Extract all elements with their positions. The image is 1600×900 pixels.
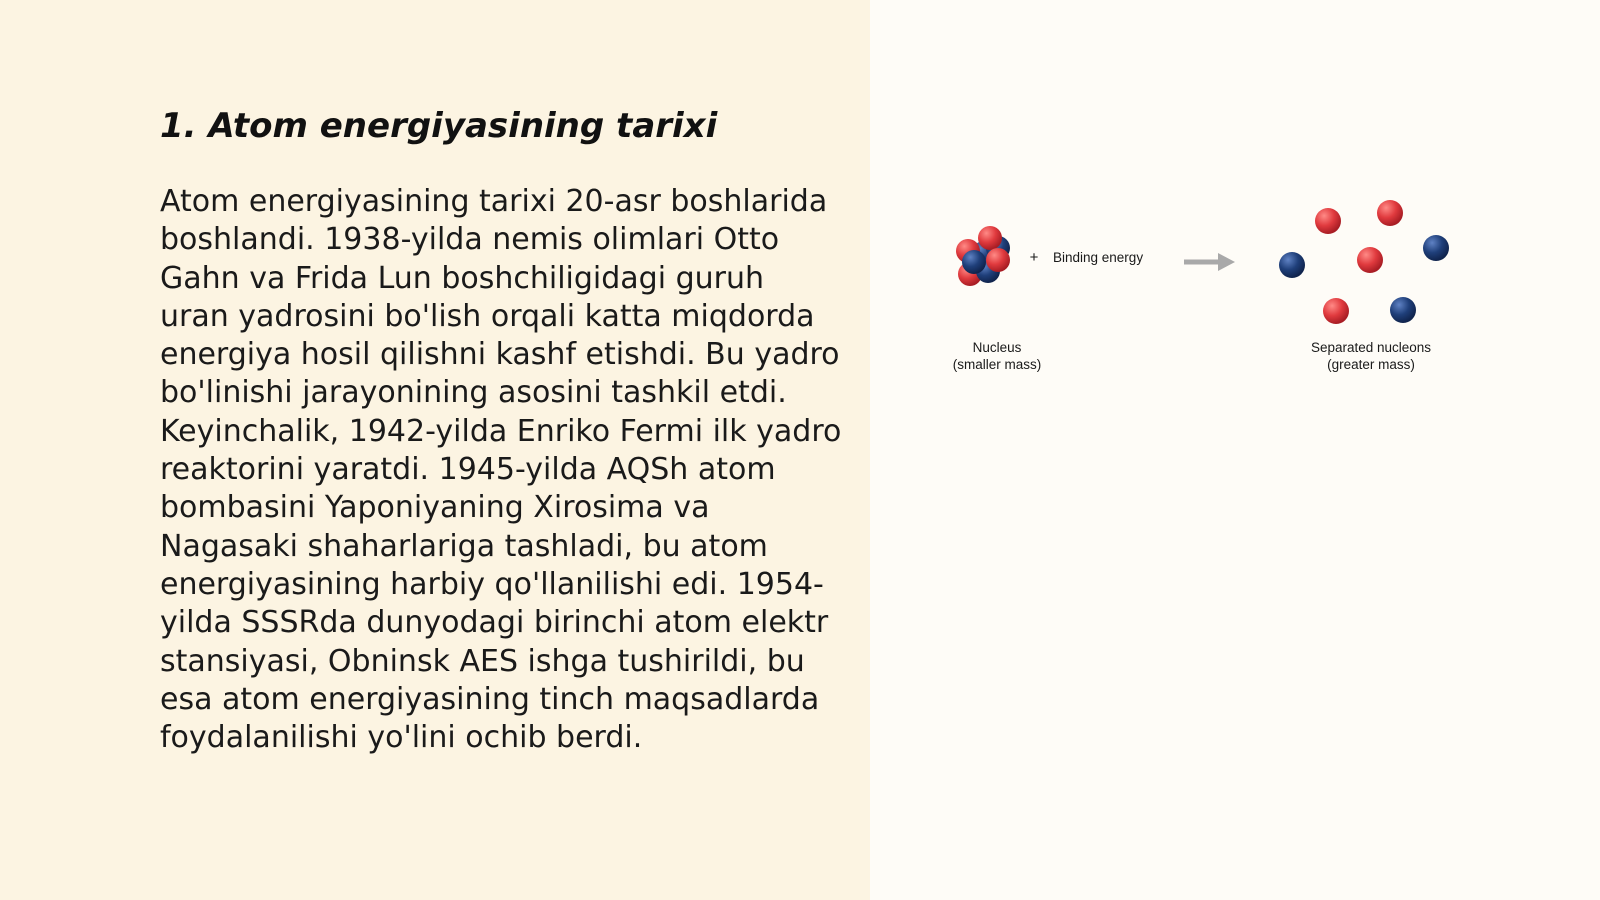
body-line: foydalanilishi yo'lini ochib berdi. [160,720,643,756]
binding-energy-diagram [930,190,1470,390]
body-line: yilda SSSRda dunyodagi birinchi atom elektr [160,605,829,641]
body-line: reaktorini yaratdi. 1945-yilda AQSh atom [160,452,776,488]
separated-nucleons-sublabel: (greater mass) [1327,357,1415,372]
body-line: bombasini Yaponiyaning Xirosima va [160,490,710,526]
slide-title: 1. Atom energiyasining tarixi [160,106,718,146]
body-line: esa atom energiyasining tinch maqsadlarda [160,681,820,717]
body-line: Gahn va Frida Lun boshchiligidagi guruh [160,260,765,296]
nucleus-label: Nucleus [972,340,1022,355]
body-line: Atom energiyasining tarixi 20-asr boshlarida [160,184,828,219]
body-line: stansiyasi, Obninsk AES ishga tushirildi, bu [160,643,805,679]
arrow-right-icon [1184,253,1235,271]
nucleus-sublabel: (smaller mass) [952,357,1042,372]
nucleus-cluster-icon [956,226,1010,286]
plus-sign: + [1029,249,1039,266]
body-line: Nagasaki shaharlariga tashladi, bu atom [160,528,768,564]
body-line: energiyasining harbiy qo'llanilishi edi. 1954- [160,566,824,602]
diagram-panel [870,0,1600,900]
body-line: energiya hosil qilishni kashf etishdi. Bu yadro [160,337,840,373]
separated-nucleons-label: Separated nucleons [1310,340,1432,355]
binding-energy-label: Binding energy [1053,250,1144,265]
body-line: uran yadrosini bo'lish orqali katta miqdorda [160,298,815,334]
body-line: boshlandi. 1938-yilda nemis olimlari Otto [160,222,780,258]
body-line: bo'linishi jarayonining asosini tashkil etdi. [160,375,787,411]
slide-body-text [160,183,850,757]
separated-nucleons-icon [1279,200,1449,324]
body-line: Keyinchalik, 1942-yilda Enriko Fermi ilk yadro [160,413,842,449]
